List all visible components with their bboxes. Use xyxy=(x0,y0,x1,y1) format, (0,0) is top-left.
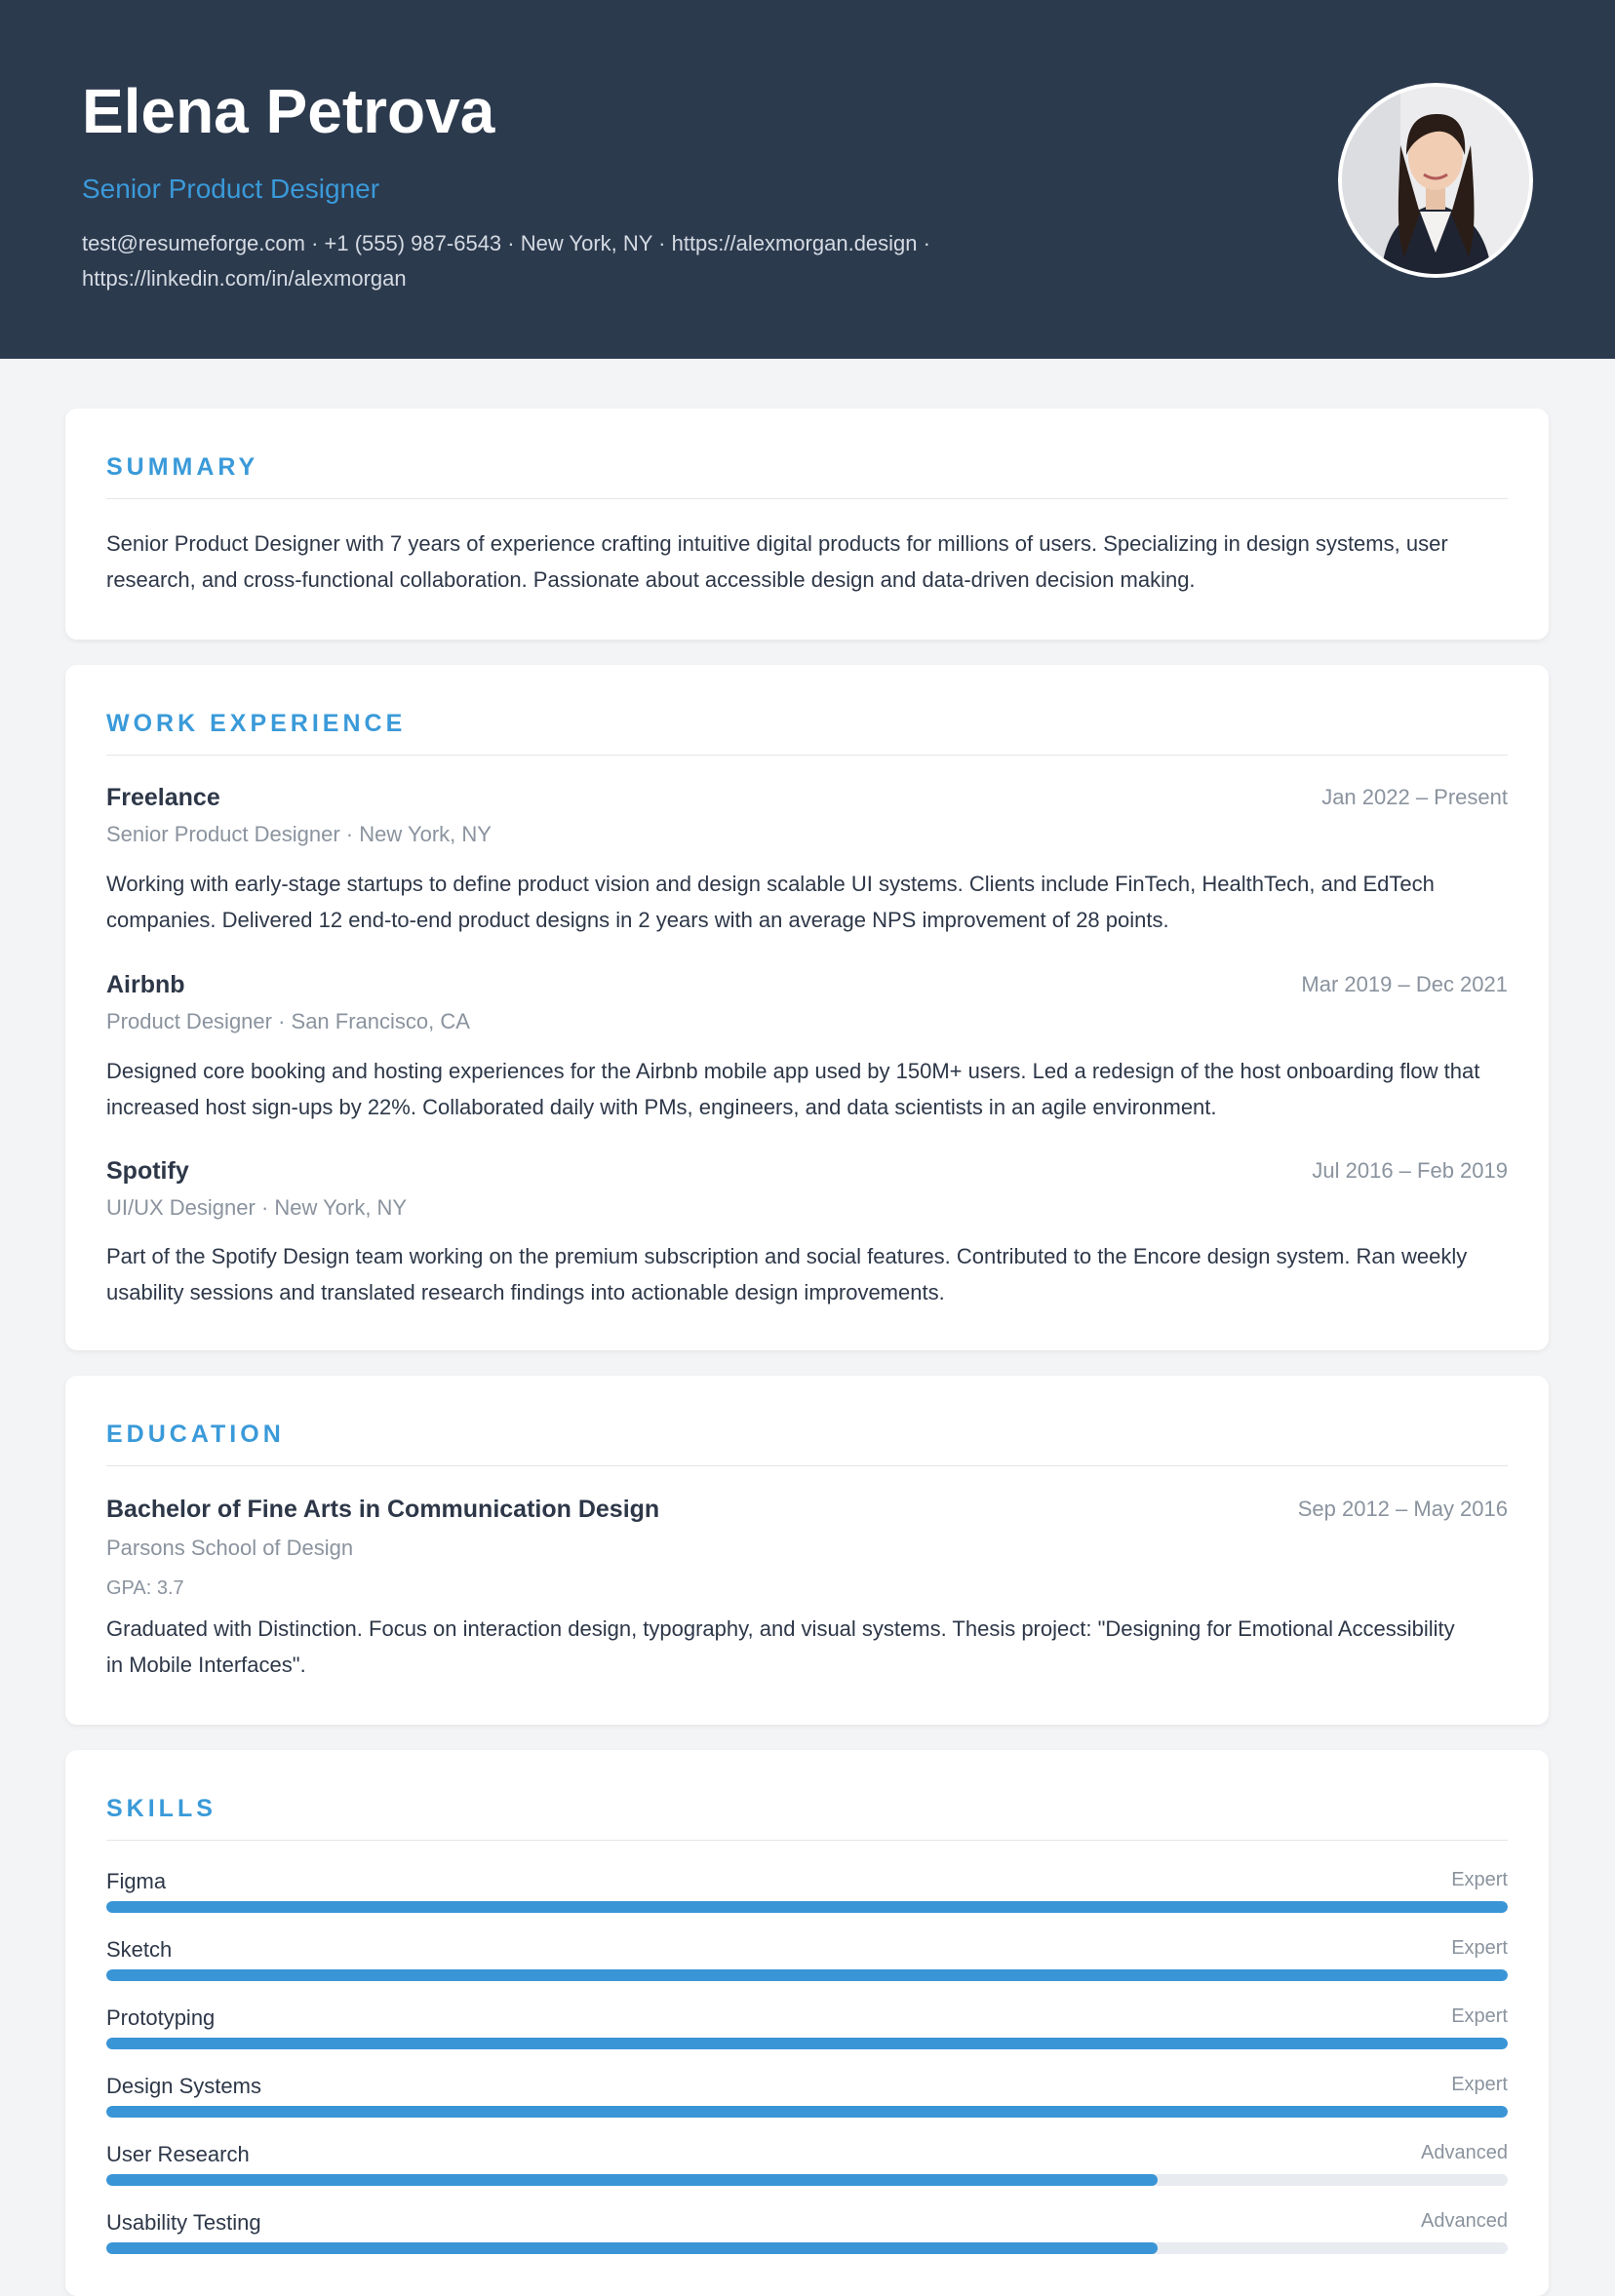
skill-name: Sketch xyxy=(106,1937,173,1962)
skill-bar-fill xyxy=(106,1969,1508,1981)
job-role: Senior Product Designer · New York, NY xyxy=(106,822,492,846)
education-section xyxy=(65,1376,1549,1725)
skill-level: Advanced xyxy=(1421,2142,1508,2163)
candidate-headline: Senior Product Designer xyxy=(82,174,380,204)
skill-name: Design Systems xyxy=(106,2074,261,2098)
contact-line: test@resumeforge.com · +1 (555) 987-6543 · New York, NY · https://alexmorgan.design · xyxy=(82,231,930,255)
skill-bar-track xyxy=(106,2038,1508,2049)
avatar xyxy=(1338,83,1533,278)
skill-name: Figma xyxy=(106,1869,167,1893)
skill-name: Usability Testing xyxy=(106,2210,261,2235)
date-range: Jul 2016 – Feb 2019 xyxy=(1312,1158,1508,1183)
section-divider xyxy=(106,755,1508,756)
profile-photo xyxy=(1342,87,1529,274)
skill-bar-track xyxy=(106,2174,1508,2186)
resume-header xyxy=(0,0,1615,359)
contact-line: https://linkedin.com/in/alexmorgan xyxy=(82,266,407,291)
contact-info xyxy=(82,226,1018,296)
job-role: Product Designer · San Francisco, CA xyxy=(106,1009,470,1033)
skill-bar-track xyxy=(106,1969,1508,1981)
section-title: WORK EXPERIENCE xyxy=(106,710,407,737)
skill-bar-fill xyxy=(106,2106,1508,2118)
skill-name: Prototyping xyxy=(106,2005,216,2030)
work-experience-section xyxy=(65,665,1549,1350)
school-name: Parsons School of Design xyxy=(106,1536,354,1560)
company-name: Airbnb xyxy=(106,971,185,998)
skill-bar-fill xyxy=(106,2038,1508,2049)
skill-bar-track xyxy=(106,2106,1508,2118)
date-range: Jan 2022 – Present xyxy=(1321,785,1508,809)
job-description: Working with early-stage startups to define product vision and design scalable UI systems. Clients include FinTech, HealthTech, and EdTech companies. Delivered 12 end-to-end product designs in 2 years with an average NPS improvement of 28 points. xyxy=(106,872,1435,932)
skill-level: Expert xyxy=(1451,1869,1508,1890)
section-title: SUMMARY xyxy=(106,453,259,481)
summary-section xyxy=(65,409,1549,640)
job-role: UI/UX Designer · New York, NY xyxy=(106,1195,408,1220)
skill-bar-fill xyxy=(106,1901,1508,1913)
gpa: GPA: 3.7 xyxy=(106,1577,184,1599)
skill-name: User Research xyxy=(106,2142,250,2166)
skill-bar-fill xyxy=(106,2242,1158,2254)
company-name: Spotify xyxy=(106,1157,189,1185)
section-title: SKILLS xyxy=(106,1795,217,1822)
skills-section xyxy=(65,1750,1549,2296)
degree-name: Bachelor of Fine Arts in Communication Design xyxy=(106,1496,660,1523)
skill-level: Advanced xyxy=(1421,2210,1508,2232)
skill-bar-track xyxy=(106,2242,1508,2254)
skill-bar-track xyxy=(106,1901,1508,1913)
skill-bar-fill xyxy=(106,2174,1158,2186)
section-title: EDUCATION xyxy=(106,1420,285,1448)
date-range: Sep 2012 – May 2016 xyxy=(1297,1497,1508,1521)
education-description: Graduated with Distinction. Focus on interaction design, typography, and visual systems. Thesis project: "Designing for Emotional Accessibility in Mobile Interfaces". xyxy=(106,1616,1455,1677)
skill-level: Expert xyxy=(1451,1937,1508,1959)
section-divider xyxy=(106,498,1508,499)
company-name: Freelance xyxy=(106,784,220,811)
job-description: Part of the Spotify Design team working on the premium subscription and social features. Contributed to the Encore design system. Ran weekly usability sessions and translated research findings into actionable design improvements. xyxy=(106,1244,1468,1304)
skill-level: Expert xyxy=(1451,2005,1508,2027)
job-description: Designed core booking and hosting experiences for the Airbnb mobile app used by 150M+ users. Led a redesign of the host onboarding flow that increased host sign-ups by 22%. Collaborated daily with PMs, engineers, and data scientists in an agile environment. xyxy=(106,1059,1480,1119)
section-divider xyxy=(106,1840,1508,1841)
candidate-name: Elena Petrova xyxy=(82,76,495,146)
summary-text: Senior Product Designer with 7 years of experience crafting intuitive digital products for millions of users. Specializing in design systems, user research, and cross-functional collaboration. Passionate about accessible design and data-driven decision making. xyxy=(106,531,1448,592)
date-range: Mar 2019 – Dec 2021 xyxy=(1301,972,1508,996)
section-divider xyxy=(106,1465,1508,1466)
skill-level: Expert xyxy=(1451,2074,1508,2095)
